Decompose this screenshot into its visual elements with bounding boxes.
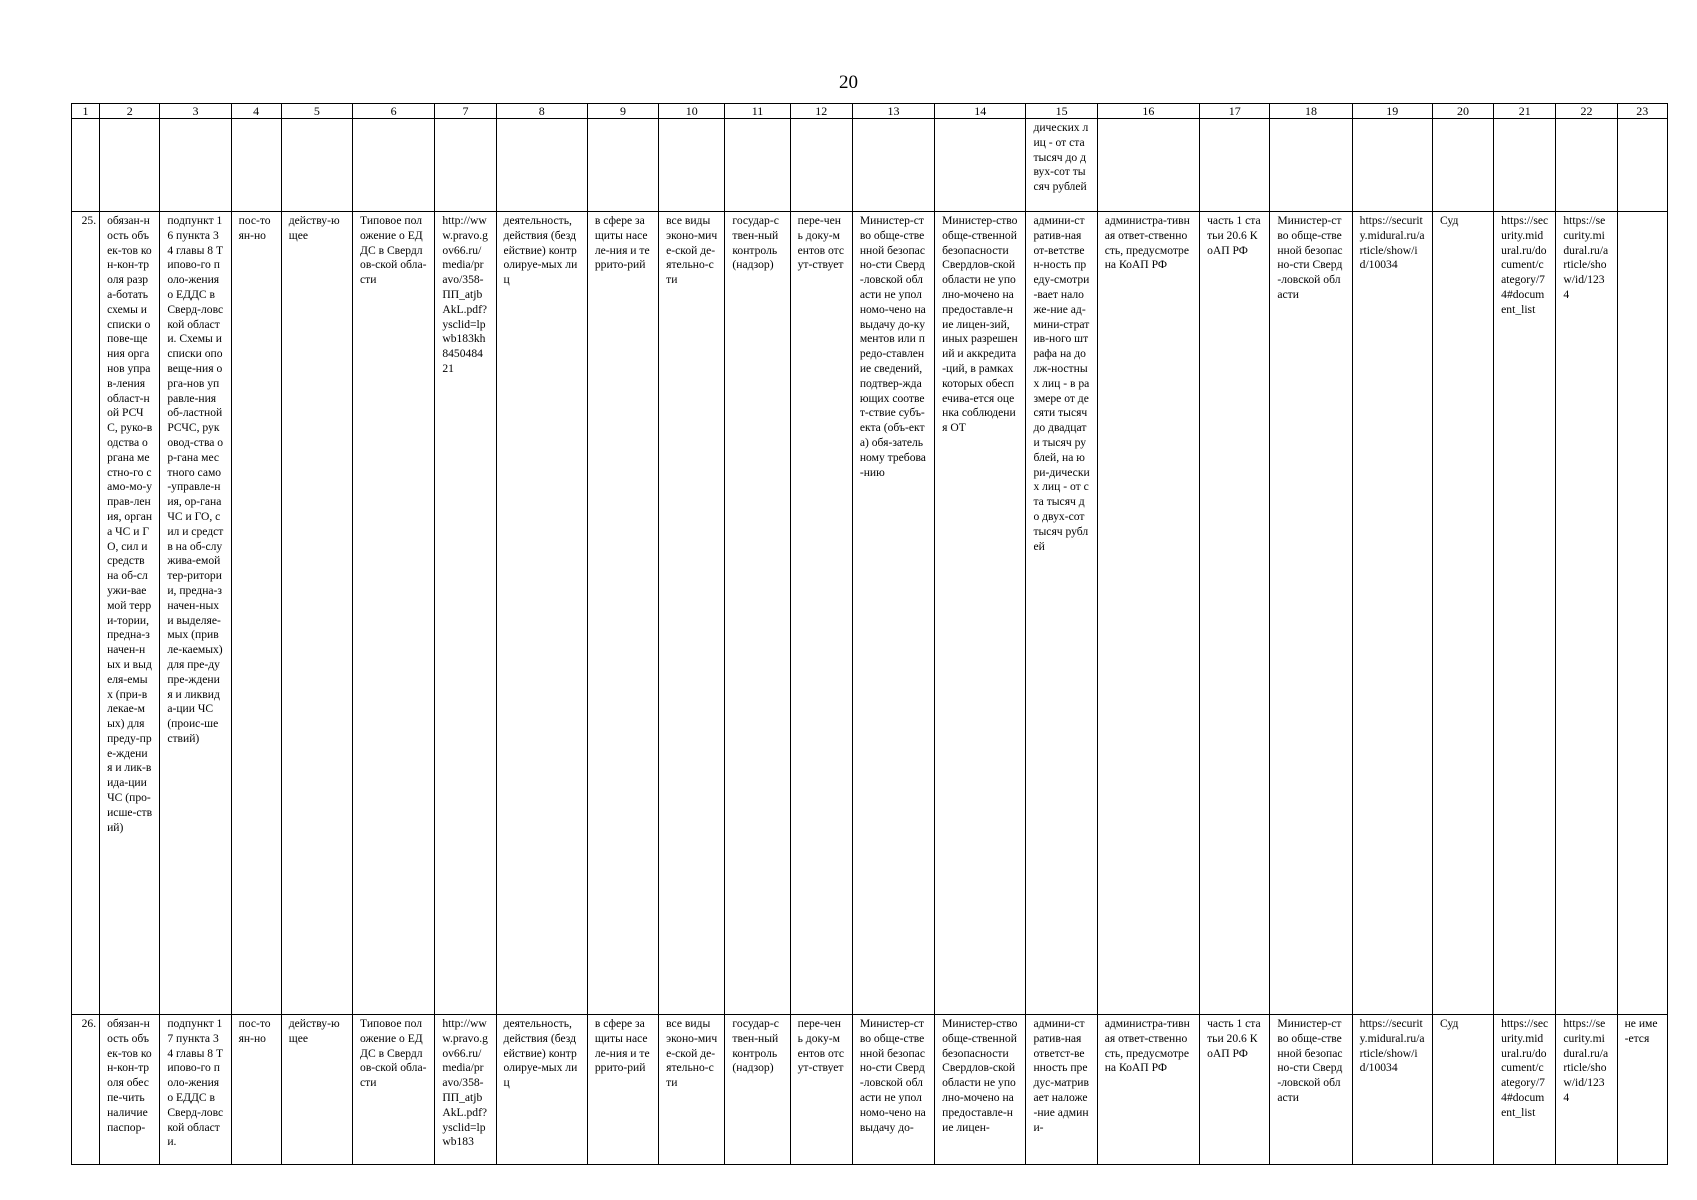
- table-cell: [587, 119, 658, 212]
- table-cell: Суд: [1432, 1015, 1493, 1165]
- table-cell: в сфере защиты населе-ния и террито-рий: [587, 212, 658, 1015]
- table-cell: Министер-ство обще-ственной безопасно-сти Сверд-ловской области: [1270, 1015, 1352, 1165]
- table-cell: Типовое положение о ЕДДС в Свердлов-ской обла-сти: [353, 1015, 435, 1165]
- table-cell: [935, 119, 1026, 212]
- table-cell: Типовое положение о ЕДДС в Свердлов-ской обла-сти: [353, 212, 435, 1015]
- table-cell[interactable]: https://security.midural.ru/document/category/74#document_list: [1494, 1015, 1556, 1165]
- table-cell[interactable]: http://www.pravo.gov66.ru/media/pravo/358-ПП_atjbAkL.pdf?ysclid=lpwb183kh845048421: [435, 212, 496, 1015]
- table-cell[interactable]: https://security.midural.ru/article/show/id/10034: [1352, 212, 1432, 1015]
- table-cell: [1097, 119, 1199, 212]
- table-cell: Министер-ство обще-ственной безопасности Свердлов-ской области не уполно-мочено на предоставле-ние лицен-зий, иных разрешений и аккредита-ций, в рамках которых обеспечива-ется оценка соблюдения ОТ: [935, 212, 1026, 1015]
- column-header-6: 6: [353, 104, 435, 119]
- table-cell: обязан-ность объек-тов кон-кон-троля разра-ботать схемы и списки опове-щения органов управ-ления област-ной РСЧС, руко-водства органа местно-го само-мо-управ-ления, органа ЧС и ГО, сил и средств на об-служи-ваемой терри-тории, предна-значен-ных и выделя-емых (при-влекае-мых) для преду-пре-ждения и лик-вида-ции ЧС (про-исше-ствий): [100, 212, 160, 1015]
- table-cell: часть 1 статьи 20.6 КоАП РФ: [1200, 212, 1270, 1015]
- table-cell: администра-тивная ответ-ственность, предусмотрена КоАП РФ: [1097, 1015, 1199, 1165]
- table-cell: [1270, 119, 1352, 212]
- column-header-10: 10: [659, 104, 725, 119]
- column-header-11: 11: [725, 104, 790, 119]
- column-number-row: [72, 104, 1668, 119]
- table-body: [72, 119, 1668, 1165]
- table-cell: [725, 119, 790, 212]
- table-cell: 26.: [72, 1015, 100, 1165]
- table-cell: все виды эконо-миче-ской де-ятельно-сти: [659, 212, 725, 1015]
- column-header-18: 18: [1270, 104, 1352, 119]
- table-cell: государ-ствен-ный контроль (надзор): [725, 212, 790, 1015]
- table-cell: дических лиц - от ста тысяч до двух-сот тысяч рублей: [1026, 119, 1097, 212]
- table-cell: все виды эконо-миче-ской де-ятельно-сти: [659, 1015, 725, 1165]
- column-header-14: 14: [935, 104, 1026, 119]
- column-header-13: 13: [852, 104, 934, 119]
- table-cell: действу-ющее: [281, 1015, 352, 1165]
- table-cell: пос-тоян-но: [231, 212, 281, 1015]
- table-cell: не име-ется: [1617, 1015, 1667, 1165]
- table-cell: государ-ствен-ный контроль (надзор): [725, 1015, 790, 1165]
- table-cell: [1617, 119, 1667, 212]
- column-header-22: 22: [1556, 104, 1617, 119]
- table-row-row-25: [72, 212, 1668, 1015]
- table-cell: [72, 119, 100, 212]
- column-header-7: 7: [435, 104, 496, 119]
- column-header-21: 21: [1494, 104, 1556, 119]
- table-cell: [1432, 119, 1493, 212]
- column-header-16: 16: [1097, 104, 1199, 119]
- table-cell: админи-стратив-ная от-ветствен-ность преду-смотри-вает наложе-ние ад-мини-стратив-ного штрафа на долж-ностных лиц - в размере от десяти тысяч до двадцати тысяч рублей, на юри-дических лиц - от ста тысяч до двух-сот тысяч рублей: [1026, 212, 1097, 1015]
- table-cell: подпункт 16 пункта 34 главы 8 Типово-го поло-жения о ЕДДС в Сверд-ловской области. Схемы и списки оповеще-ния орга-нов управле-ния об-ластной РСЧС, руковод-ства ор-гана местного само-управле-ния, ор-гана ЧС и ГО, сил и средств на об-служива-емой тер-ритории, предна-значен-ных и выделяе-мых (привле-каемых) для пре-дупре-ждения и ликвида-ции ЧС (проис-шествий): [160, 212, 231, 1015]
- table-cell: Министер-ство обще-ственной безопасности Свердлов-ской области не уполно-мочено на предоставле-ние лицен-: [935, 1015, 1026, 1165]
- table-cell[interactable]: https://security.midural.ru/article/show/id/1234: [1556, 212, 1617, 1015]
- table-cell: 25.: [72, 212, 100, 1015]
- table-cell[interactable]: http://www.pravo.gov66.ru/media/pravo/358-ПП_atjbAkL.pdf?ysclid=lpwb183: [435, 1015, 496, 1165]
- table-row-row-26: [72, 1015, 1668, 1165]
- table-cell: [790, 119, 852, 212]
- table-cell: подпункт 17 пункта 34 главы 8 Типово-го поло-жения о ЕДДС в Сверд-ловской области.: [160, 1015, 231, 1165]
- table-cell: часть 1 статьи 20.6 КоАП РФ: [1200, 1015, 1270, 1165]
- table-cell: [659, 119, 725, 212]
- column-header-5: 5: [281, 104, 352, 119]
- requirements-table: [71, 103, 1668, 1165]
- table-cell: Суд: [1432, 212, 1493, 1015]
- column-header-15: 15: [1026, 104, 1097, 119]
- table-cell: администра-тивная ответ-ственность, предусмотрена КоАП РФ: [1097, 212, 1199, 1015]
- table-cell: обязан-ность объек-тов кон-кон-троля обеспе-чить наличие паспор-: [100, 1015, 160, 1165]
- table-cell: [435, 119, 496, 212]
- column-header-4: 4: [231, 104, 281, 119]
- table-cell: Министер-ство обще-ственной безопасно-сти Сверд-ловской области: [1270, 212, 1352, 1015]
- table-cell: [496, 119, 587, 212]
- column-header-19: 19: [1352, 104, 1432, 119]
- column-header-9: 9: [587, 104, 658, 119]
- table-cell: в сфере защиты населе-ния и террито-рий: [587, 1015, 658, 1165]
- column-header-1: 1: [72, 104, 100, 119]
- table-cell: [1494, 119, 1556, 212]
- column-header-2: 2: [100, 104, 160, 119]
- table-cell: [1200, 119, 1270, 212]
- table-cell: действу-ющее: [281, 212, 352, 1015]
- column-header-12: 12: [790, 104, 852, 119]
- column-header-17: 17: [1200, 104, 1270, 119]
- table-cell: Министер-ство обще-ственной безопасно-сти Сверд-ловской области не уполномо-чено на выдачу до-кументов или предо-ставление сведений, подтвер-ждающих соответ-ствие субъ-екта (объ-екта) обя-зательному требова-нию: [852, 212, 934, 1015]
- table-cell: админи-стратив-ная ответст-венность предус-матривает наложе-ние админи-: [1026, 1015, 1097, 1165]
- page-number: 20: [839, 72, 858, 93]
- table-cell: [1352, 119, 1432, 212]
- column-header-23: 23: [1617, 104, 1667, 119]
- table-cell[interactable]: https://security.midural.ru/article/show/id/10034: [1352, 1015, 1432, 1165]
- table-cell: [1617, 212, 1667, 1015]
- table-cell: [160, 119, 231, 212]
- table-cell: пос-тоян-но: [231, 1015, 281, 1165]
- table-row-continued: [72, 119, 1668, 212]
- table-cell: пере-чень доку-ментов отсут-ствует: [790, 1015, 852, 1165]
- table-cell: [1556, 119, 1617, 212]
- table-cell: [353, 119, 435, 212]
- table-cell: деятельность, действия (бездействие) контролируе-мых лиц: [496, 1015, 587, 1165]
- table-cell: [231, 119, 281, 212]
- column-header-3: 3: [160, 104, 231, 119]
- table-cell[interactable]: https://security.midural.ru/article/show/id/1234: [1556, 1015, 1617, 1165]
- table-cell: [852, 119, 934, 212]
- table-cell: [281, 119, 352, 212]
- table-cell: деятельность, действия (бездействие) контролируе-мых лиц: [496, 212, 587, 1015]
- table-cell: пере-чень доку-ментов отсут-ствует: [790, 212, 852, 1015]
- table-cell: [100, 119, 160, 212]
- column-header-8: 8: [496, 104, 587, 119]
- column-header-20: 20: [1432, 104, 1493, 119]
- table-cell: Министер-ство обще-ственной безопасно-сти Сверд-ловской области не уполномо-чено на выдачу до-: [852, 1015, 934, 1165]
- table-cell[interactable]: https://security.midural.ru/document/category/74#document_list: [1494, 212, 1556, 1015]
